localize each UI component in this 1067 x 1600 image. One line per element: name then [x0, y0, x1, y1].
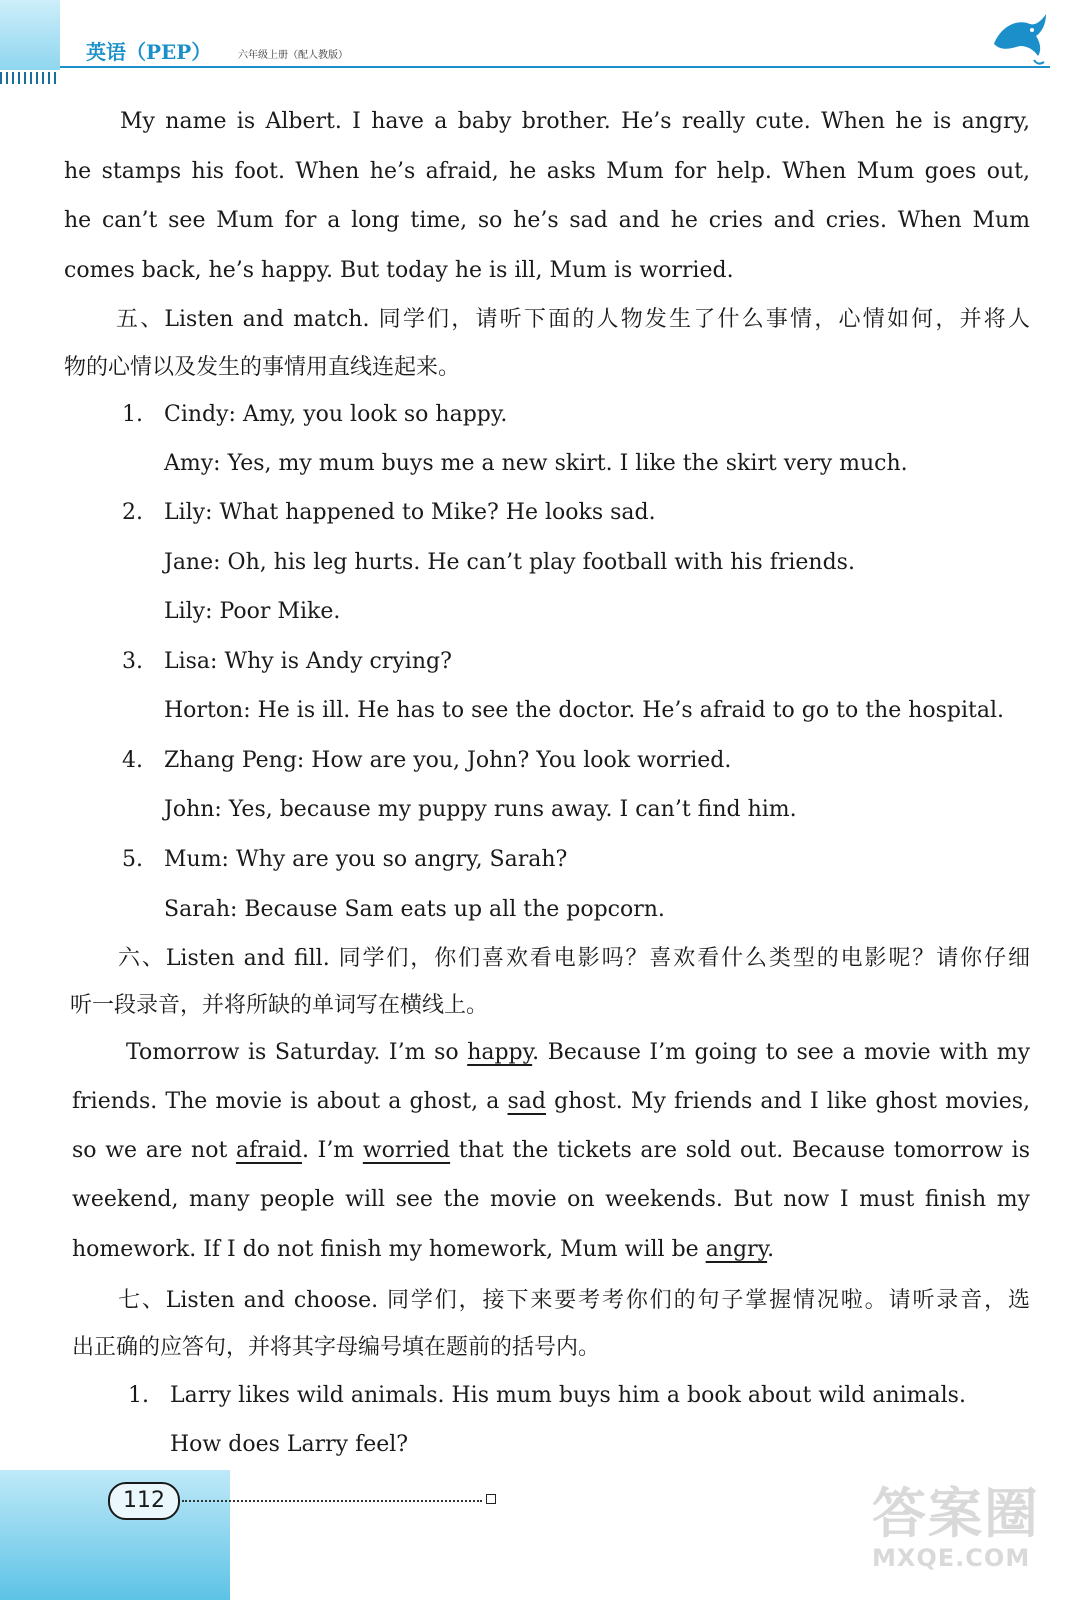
section6-heading-cont: 听一段录音，并将所缺的单词写在横线上。	[70, 993, 489, 1018]
answer-blank: afraid	[235, 1138, 302, 1163]
dialogue-line: Jane: Oh, his leg hurts. He can’t play football with his friends.	[164, 550, 855, 575]
page-number: 112	[108, 1482, 180, 1520]
fill-line-2: friends. The movie is about a ghost, a sad ghost. My friends and I like ghost movies,	[72, 1089, 1030, 1114]
section6-heading: 六、Listen and fill. 同学们，你们喜欢看电影吗？喜欢看什么类型的电影呢？请你仔细	[118, 946, 1030, 971]
footer-dotted-rule	[182, 1500, 482, 1504]
dialogue-line: Horton: He is ill. He has to see the doctor. He’s afraid to go to the hospital.	[164, 698, 1005, 723]
dialogue-line: Lisa: Why is Andy crying?	[164, 649, 452, 674]
passage-line-3: he can’t see Mum for a long time, so he’s sad and he cries and cries. When Mum	[64, 208, 1030, 233]
item-number: 5.	[122, 847, 143, 872]
dialogue-line: Cindy: Amy, you look so happy.	[164, 402, 508, 427]
dialogue-line: John: Yes, because my puppy runs away. I can’t find him.	[164, 797, 797, 822]
section5-heading-cont: 物的心情以及发生的事情用直线连起来。	[64, 355, 461, 380]
header-title: 英语（PEP）	[86, 40, 212, 64]
item-number: 2.	[122, 500, 143, 525]
section7-heading: 七、Listen and choose. 同学们，接下来要考考你们的句子掌握情况啦。请听录音，选	[118, 1288, 1030, 1313]
item-number: 1.	[122, 402, 143, 427]
answer-blank: happy	[467, 1040, 533, 1065]
dialogue-line: Sarah: Because Sam eats up all the popcorn.	[164, 897, 665, 922]
watermark-url: MXQE.COM	[872, 1544, 1031, 1572]
dialogue-line: Mum: Why are you so angry, Sarah?	[164, 847, 568, 872]
answer-blank: angry	[705, 1237, 768, 1262]
item-number: 4.	[122, 748, 143, 773]
question-text: Larry likes wild animals. His mum buys him a book about wild animals.	[170, 1383, 966, 1408]
watermark-title: 答案圈	[872, 1482, 1040, 1545]
footer-square-icon	[486, 1494, 496, 1504]
section7-heading-cont: 出正确的应答句，并将其字母编号填在题前的括号内。	[72, 1335, 601, 1360]
answer-blank: sad	[507, 1089, 547, 1114]
fill-line-5: homework. If I do not finish my homework, Mum will be angry.	[72, 1237, 775, 1262]
dialogue-line: Lily: Poor Mike.	[164, 599, 341, 624]
item-number: 3.	[122, 649, 143, 674]
question-number: 1.	[128, 1383, 149, 1408]
fill-line-4: weekend, many people will see the movie on weekends. But now I must finish my	[72, 1187, 1030, 1212]
dialogue-line: Lily: What happened to Mike? He looks sad.	[164, 500, 656, 525]
fill-line-3: so we are not afraid. I’m worried that the tickets are sold out. Because tomorrow is	[72, 1138, 1031, 1163]
answer-blank: worried	[362, 1138, 451, 1163]
dialogue-line: Zhang Peng: How are you, John? You look worried.	[164, 748, 732, 773]
header-subtitle: 六年级上册（配人教版）	[238, 50, 348, 61]
fill-line-1: Tomorrow is Saturday. I’m so happy. Because I’m going to see a movie with my	[126, 1040, 1030, 1065]
passage-line-1: My name is Albert. I have a baby brother. He’s really cute. When he is angry,	[120, 109, 1030, 134]
watermark	[872, 1484, 1042, 1584]
question-prompt: How does Larry feel?	[170, 1432, 409, 1457]
section5-heading: 五、Listen and match. 同学们，请听下面的人物发生了什么事情，心情如何，并将人	[116, 307, 1030, 332]
passage-line-2: he stamps his foot. When he’s afraid, he asks Mum for help. When Mum goes out,	[64, 159, 1030, 184]
dialogue-line: Amy: Yes, my mum buys me a new skirt. I like the skirt very much.	[164, 451, 908, 476]
passage-line-4: comes back, he’s happy. But today he is ill, Mum is worried.	[64, 258, 734, 283]
